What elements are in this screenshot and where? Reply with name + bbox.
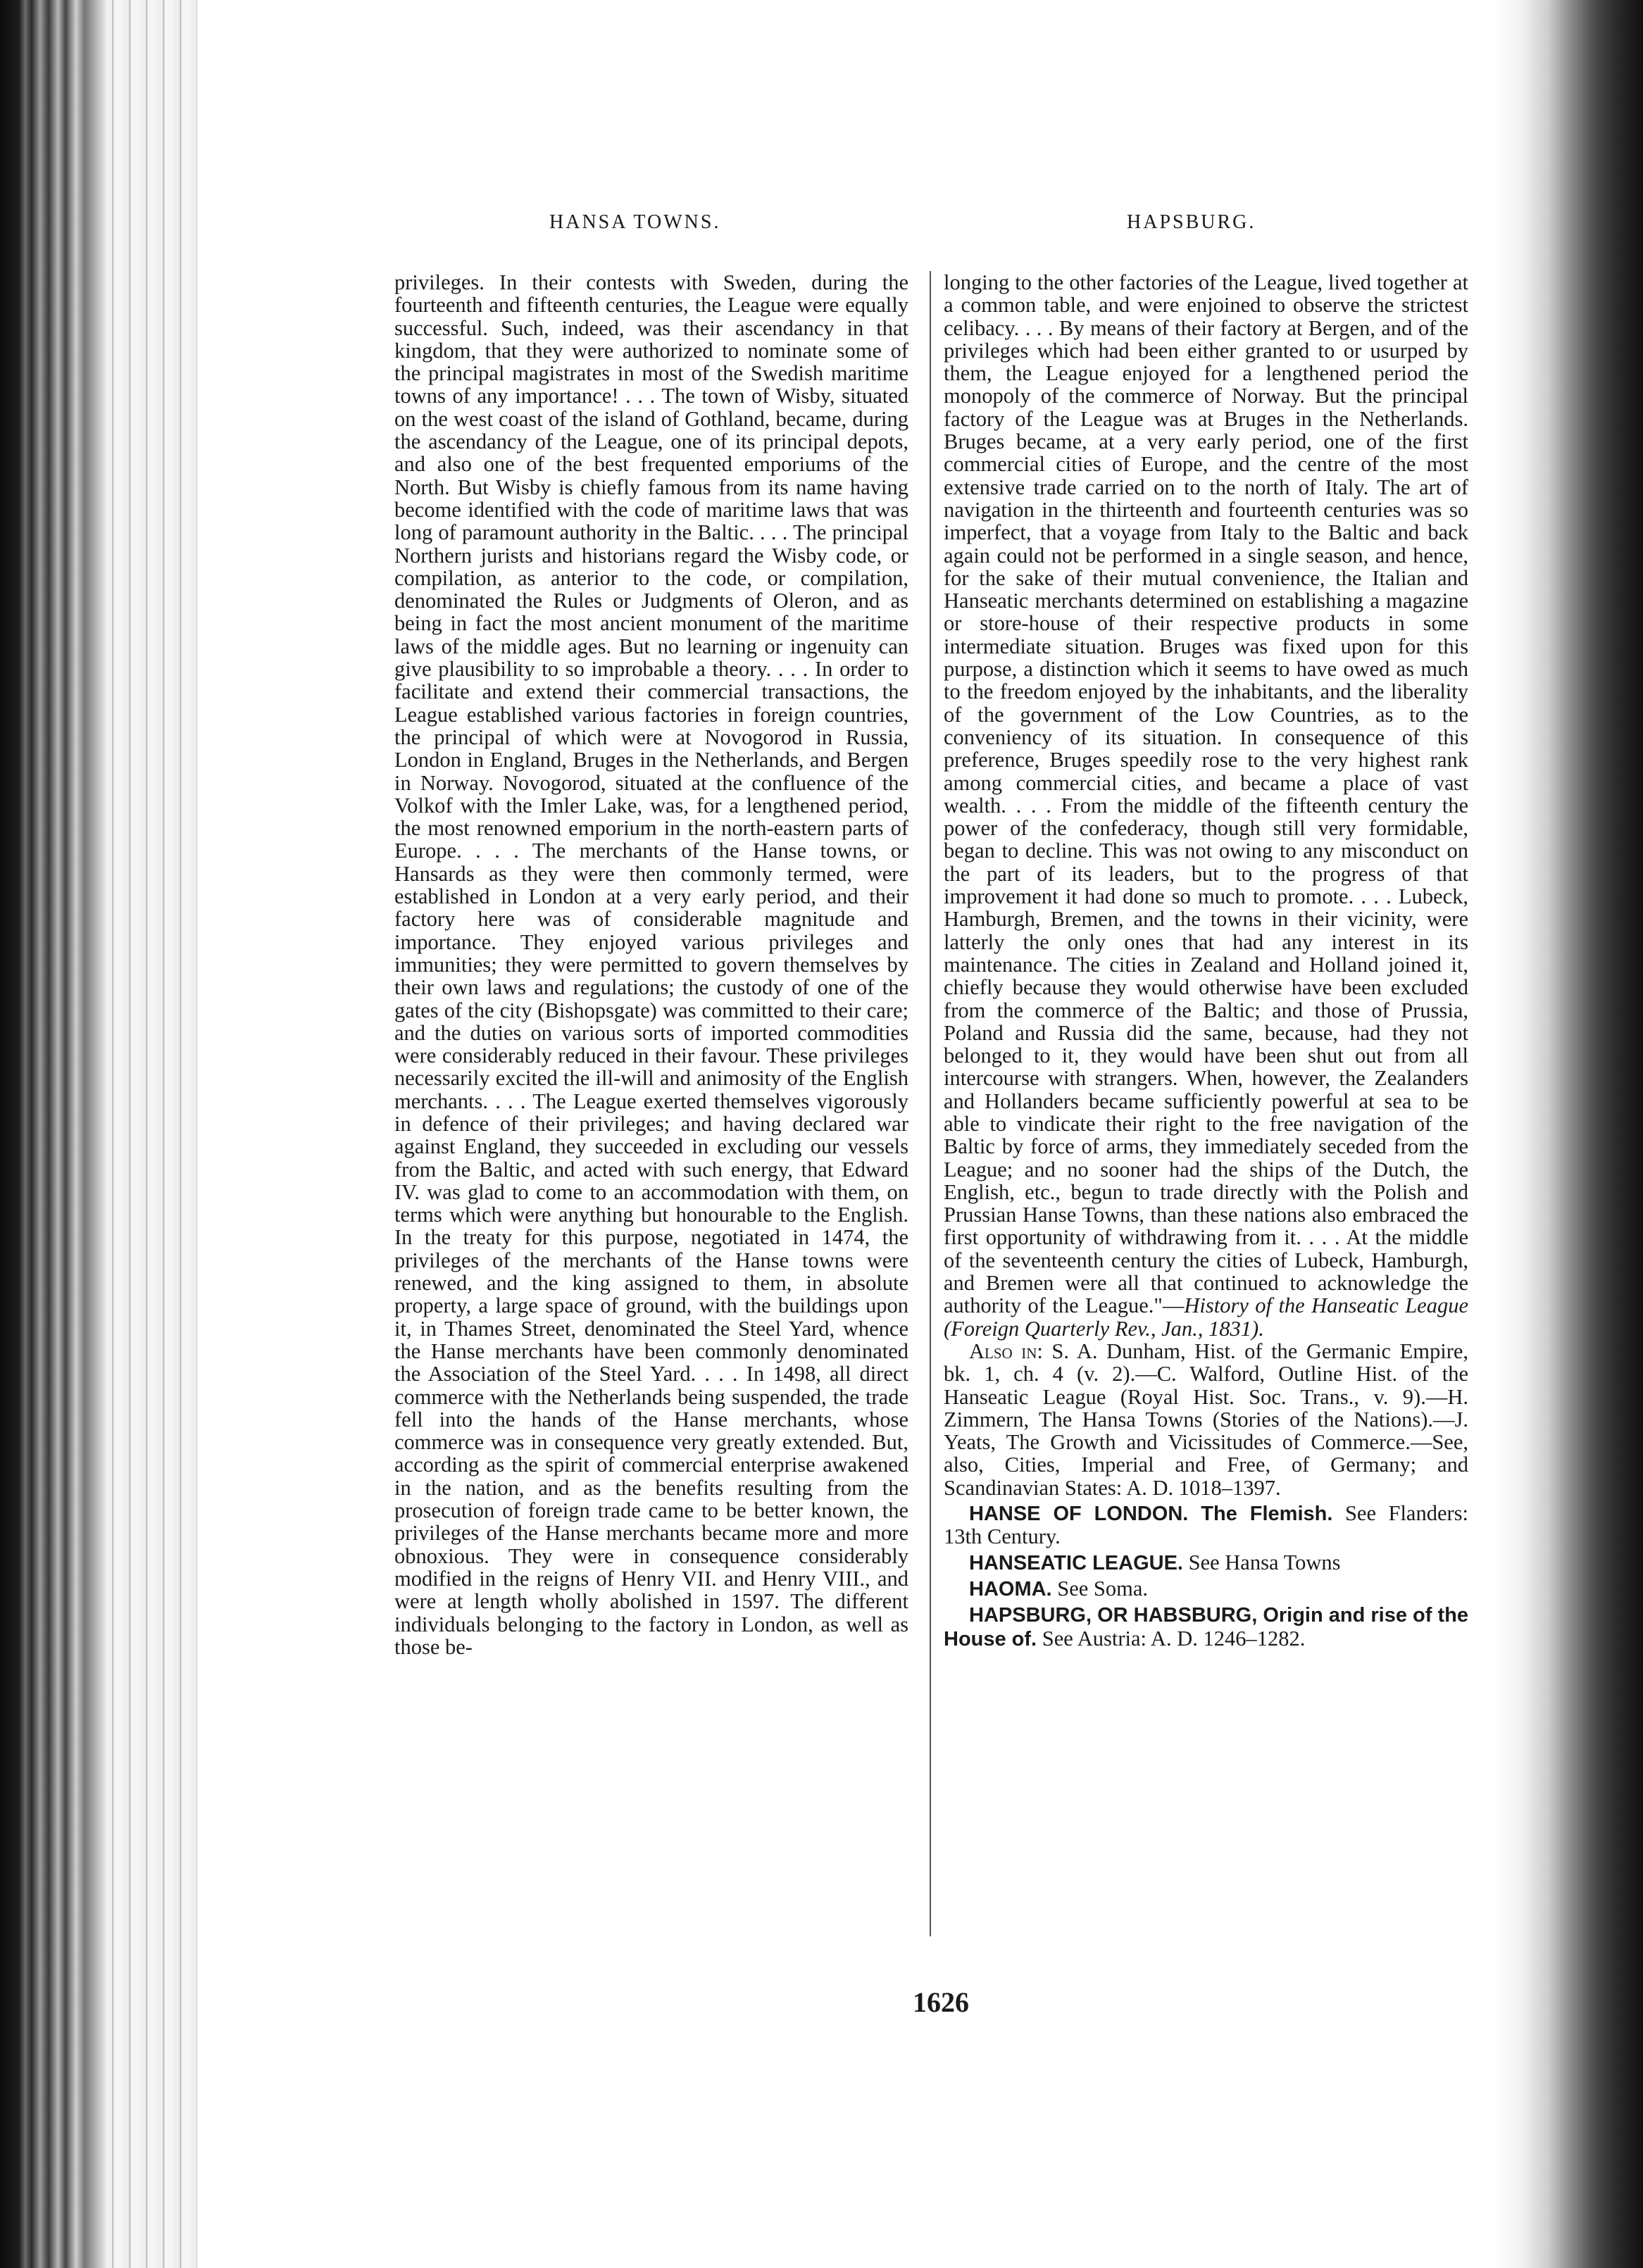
entry-crossref: See Soma. <box>1057 1576 1148 1600</box>
entry-headword: HANSEATIC LEAGUE. <box>969 1551 1183 1574</box>
entry-hapsburg <box>944 1603 1468 1650</box>
right-column <box>944 271 1468 1650</box>
also-in-text: S. A. Dunham, Hist. of the Germanic Empire, bk. 1, ch. 4 (v. 2).—C. Walford, Outline Hist. of the Hanseatic League (Royal Hist. Soc. Trans., v. 9).—H. Zimmern, The Hansa Towns (Stories of the Nations).—J. Yeats, The Growth and Vicissitudes of Commerce.—See, also, Cities, Imperial and Free, of Germany; and Scandinavian States: A. D. 1018–1397. <box>944 1339 1469 1500</box>
entry-hanseatic-league <box>944 1551 1468 1574</box>
also-in-label: Also in: <box>969 1339 1043 1363</box>
running-header-left: HANSA TOWNS. <box>549 211 721 233</box>
running-header-right: HAPSBURG. <box>1127 211 1256 233</box>
entry-crossref: See Hansa Towns <box>1188 1550 1341 1574</box>
scan-edge-right <box>1523 0 1643 2268</box>
column-divider <box>930 271 931 1936</box>
left-column-paragraph: privileges. In their contests with Sweden, during the fourteenth and fifteenth centuries, the League were equally successful. Such, indeed, was their ascendancy in that kingdom, that they were authorized to nominate some of the principal magistrates in most of the Swedish maritime towns of any importance! . . . The town of Wisby, situated on the west coast of the island of Gothland, became, during the ascendancy of the League, one of its principal depots, and also one of the best frequented emporiums of the North. But Wisby is chiefly famous from its name having become identified with the code of maritime laws that was long of paramount authority in the Baltic. . . . The principal Northern jurists and historians regard the Wisby code, or compilation, as anterior to the code, or compilation, denominated the Rules or Judgments of Oleron, and as being in fact the most ancient monument of the maritime laws of the middle ages. But no learning or ingenuity can give plausibility to so improbable a theory. . . . In order to facilitate and extend their commercial transactions, the League established various factories in foreign countries, the principal of which were at Novogorod in Russia, London in England, Bruges in the Netherlands, and Bergen in Norway. Novogorod, situated at the confluence of the Volkof with the Imler Lake, was, for a lengthened period, the most renowned emporium in the north-eastern parts of Europe. . . . The merchants of the Hanse towns, or Hansards as they were then commonly termed, were established in London at a very early period, and their factory here was of considerable magnitude and importance. They enjoyed various privileges and immunities; they were permitted to govern themselves by their own laws and regulations; the custody of one of the gates of the city (Bishopsgate) was committed to their care; and the duties on various sorts of imported commodities were considerably reduced in their favour. These privileges necessarily excited the ill-will and animosity of the English merchants. . . . The League exerted themselves vigorously in defence of their privileges; and having declared war against England, they succeeded in excluding our vessels from the Baltic, and acted with such energy, that Edward IV. was glad to come to an accommodation with them, on terms which were anything but honourable to the English. In the treaty for this purpose, negotiated in 1474, the privileges of the merchants of the Hanse towns were renewed, and the king assigned to them, in absolute property, a large space of ground, with the buildings upon it, in Thames Street, denominated the Steel Yard, whence the Hanse merchants have been commonly denominated the Association of the Steel Yard. . . . In 1498, all direct commerce with the Netherlands being suspended, the trade fell into the hands of the Hanse merchants, whose commerce was in consequence very greatly extended. But, according as the spirit of commercial enterprise awakened in the nation, and as the benefits resulting from the prosecution of foreign trade came to be better known, the privileges of the Hanse merchants became more and more obnoxious. They were in consequence considerably modified in the reigns of Henry VII. and Henry VIII., and were at length wholly abolished in 1597. The different individuals belonging to the factory in London, as well as those be- <box>394 270 908 1659</box>
page-number: 1626 <box>913 1986 969 2018</box>
right-column-paragraph <box>944 271 1468 1340</box>
scan-edge-left <box>0 0 106 2268</box>
entry-headword: HANSE OF LONDON. The Flemish. <box>969 1503 1333 1526</box>
quote-citation: History of the Hanseatic League (Foreign Quarterly Rev., Jan., 1831). <box>944 1293 1468 1341</box>
entry-hanse-of-london <box>944 1502 1468 1548</box>
page-stack-edges <box>106 0 197 2268</box>
entry-headword: HAOMA. <box>969 1577 1052 1600</box>
entry-crossref: See Austria: A. D. 1246–1282. <box>1042 1626 1306 1650</box>
quote-text: longing to the other factories of the League, lived together at a common table, and were enjoined to observe the strictest celibacy. . . . By means of their factory at Bergen, and of the privileges which had been either granted to or usurped by them, the League enjoyed for a lengthened period the monopoly of the commerce of Norway. But the principal factory of the League was at Bruges in the Netherlands. Bruges became, at a very early period, one of the first commercial cities of Europe, and the centre of the most extensive trade carried on to the north of Italy. The art of navigation in the thirteenth and fourteenth centuries was so imperfect, that a voyage from Italy to the Baltic and back again could not be performed in a single season, and hence, for the sake of their mutual convenience, the Italian and Hanseatic merchants determined on establishing a magazine or store-house of their respective products in some intermediate situation. Bruges was fixed upon for this purpose, a distinction which it seems to have owed as much to the freedom enjoyed by the inhabitants, and the liberality of the government of the Low Countries, as to the conveniency of its situation. In consequence of this preference, Bruges speedily rose to the very highest rank among commercial cities, and became a place of vast wealth. . . . From the middle of the fifteenth century the power of the confederacy, though still very formidable, began to decline. This was not owing to any misconduct on the part of its leaders, but to the progress of that improvement it had done so much to promote. . . . Lubeck, Hamburgh, Bremen, and the towns in their vicinity, were latterly the only ones that had any interest in its maintenance. The cities in Zealand and Holland joined it, chiefly because they would otherwise have been excluded from the commerce of the Baltic; and those of Prussia, Poland and Russia did the same, because, had they not belonged to it, they would have been shut out from all intercourse with strangers. When, however, the Zealanders and Hollanders became sufficiently powerful at sea to be able to vindicate their right to the free navigation of the Baltic by force of arms, they immediately seceded from the League; and no sooner had the ships of the Dutch, the English, etc., begun to trade directly with the Polish and Prussian Hanse Towns, than these nations also embraced the first opportunity of withdrawing from it. . . . At the middle of the seventeenth century the cities of Lubeck, Hamburgh, and Bremen were all that continued to acknowledge the authority of the League."— <box>944 270 1468 1318</box>
entry-haoma <box>944 1577 1468 1600</box>
entry-headword: HAPSBURG, OR HABSBURG, Origin and rise of the House of. <box>944 1604 1468 1650</box>
also-in-paragraph <box>944 1340 1468 1499</box>
entry-crossref: See Flanders: 13th Century. <box>944 1501 1468 1549</box>
left-column <box>394 271 908 1658</box>
